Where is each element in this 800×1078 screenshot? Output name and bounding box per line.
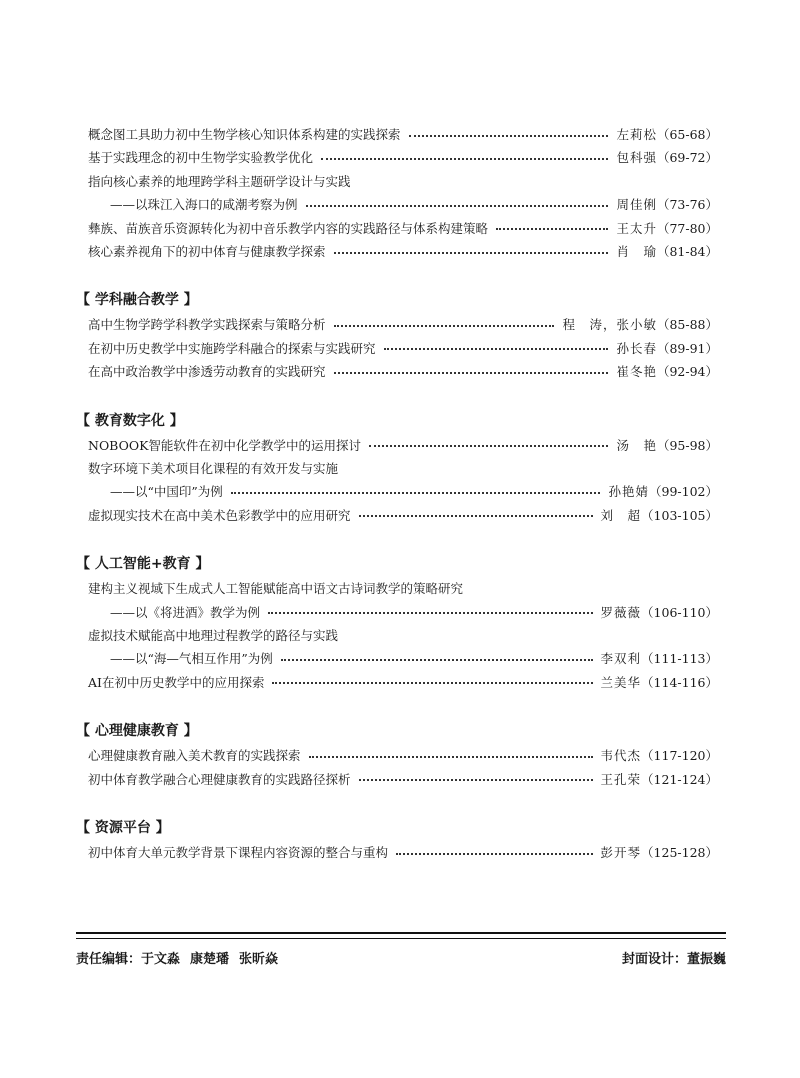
entry-pages: （65-68）	[656, 127, 718, 142]
toc-entry	[88, 241, 718, 261]
toc-entry-title	[88, 458, 718, 478]
entry-title: 初中体育大单元教学背景下课程内容资源的整合与重构	[88, 845, 389, 860]
toc-entry	[88, 842, 718, 862]
dot-leader	[281, 658, 593, 661]
entry-title: 建构主义视域下生成式人工智能赋能高中语文古诗词教学的策略研究	[88, 581, 464, 597]
entry-pages: （77-80）	[656, 220, 718, 236]
entry-pages: （125-128）	[641, 845, 718, 860]
toc-entry	[88, 147, 718, 167]
entry-pages: （81-84）	[656, 244, 718, 259]
entry-title: NOBOOK智能软件在初中化学教学中的运用探讨	[88, 437, 361, 453]
section-heading: 【 教育数字化 】	[76, 412, 184, 429]
dot-leader	[496, 227, 608, 230]
entry-author: 李双利	[600, 651, 642, 667]
cover-label: 封面设计：	[621, 952, 687, 967]
dot-leader	[231, 491, 601, 494]
entry-title: 高中生物学跨学科教学实践探索与策略分析	[88, 317, 326, 333]
entry-pages: （73-76）	[656, 197, 718, 213]
entry-author: 王孔荣	[600, 771, 642, 787]
toc-entry-title	[88, 171, 718, 191]
toc-entry	[88, 505, 718, 525]
dot-leader	[384, 347, 609, 350]
footer-rule-thick	[76, 932, 726, 934]
entry-pages: （106-110）	[641, 604, 718, 620]
toc-entry	[88, 769, 718, 789]
toc-entry	[88, 218, 718, 238]
entry-title: 彝族、苗族音乐资源转化为初中音乐教学内容的实践路径与体系构建策略	[88, 220, 489, 236]
section-heading: 【 人工智能+教育 】	[76, 556, 210, 573]
dot-leader	[359, 778, 593, 781]
entry-pages: （121-124）	[641, 771, 718, 787]
entry-author: 彭开琴	[600, 845, 642, 860]
section-heading: 【 心理健康教育 】	[76, 723, 198, 740]
entry-author: 兰美华	[600, 674, 642, 690]
footer-rule-thin	[76, 938, 726, 939]
entry-subtitle: ——以“海—气相互作用”为例	[110, 651, 273, 667]
entry-author: 刘 超	[600, 507, 642, 523]
toc-entry	[110, 648, 718, 668]
entry-pages: （92-94）	[656, 364, 718, 380]
entry-pages: （103-105）	[641, 507, 718, 523]
entry-author: 程 涛，张小敏	[562, 317, 657, 333]
section-heading: 【 资源平台 】	[76, 820, 170, 836]
toc-entry	[88, 124, 718, 144]
editor-name: 于文淼	[141, 952, 181, 967]
editor-name: 康楚璠	[190, 952, 230, 967]
entry-title: 在高中政治教学中渗透劳动教育的实践研究	[88, 364, 326, 380]
dot-leader	[359, 514, 593, 517]
dot-leader	[334, 251, 609, 254]
entry-author: 包科强	[616, 150, 657, 166]
entry-pages: （117-120）	[641, 748, 718, 764]
entry-pages: （85-88）	[656, 317, 718, 333]
editor-name: 张昕焱	[239, 952, 279, 967]
entry-title: 心理健康教育融入美术教育的实践探索	[88, 748, 301, 764]
entry-author: 王太升	[616, 220, 657, 236]
entry-title: 虚拟现实技术在高中美术色彩教学中的应用研究	[88, 507, 351, 523]
toc-entry-title	[88, 625, 718, 645]
responsible-editors	[76, 948, 278, 968]
toc-entry-title	[88, 578, 718, 598]
dot-leader	[334, 371, 609, 374]
dot-leader	[409, 134, 609, 137]
entry-title: 指向核心素养的地理跨学科主题研学设计与实践	[88, 173, 351, 189]
entry-title: 基于实践理念的初中生物学实验教学优化	[88, 150, 314, 166]
entry-author: 孙艳婧	[608, 484, 649, 500]
toc-entry	[88, 745, 718, 765]
entry-author: 崔冬艳	[616, 364, 657, 380]
entry-author: 韦代杰	[600, 748, 642, 764]
entry-title: 虚拟技术赋能高中地理过程教学的路径与实践	[88, 628, 339, 643]
toc-entry	[110, 194, 718, 214]
toc-entry	[110, 602, 718, 622]
entry-title: 概念图工具助力初中生物学核心知识体系构建的实践探索	[88, 127, 401, 142]
toc-entry	[88, 361, 718, 381]
entry-author: 罗薇薇	[600, 604, 642, 620]
entry-pages: （114-116）	[641, 674, 718, 690]
dot-leader	[272, 681, 592, 684]
entry-subtitle: ——以珠江入海口的咸潮考察为例	[110, 197, 298, 213]
entry-author: 汤 艳	[616, 437, 657, 453]
entry-pages: （95-98）	[656, 437, 718, 453]
dot-leader	[306, 204, 609, 207]
entry-title: 在初中历史教学中实施跨学科融合的探索与实践研究	[88, 340, 376, 356]
entry-title: 核心素养视角下的初中体育与健康教学探索	[88, 244, 326, 259]
toc-entry	[88, 435, 718, 455]
cover-design-credit	[622, 948, 726, 968]
cover-designer-name: 董振巍	[686, 952, 726, 967]
entry-title: AI在初中历史教学中的应用探索	[88, 674, 265, 690]
dot-leader	[268, 611, 593, 614]
section-heading: 【 学科融合教学 】	[76, 292, 198, 309]
entry-pages: （89-91）	[656, 340, 718, 356]
toc-entry	[88, 672, 718, 692]
entry-author: 周佳俐	[616, 197, 657, 213]
toc-entry	[88, 338, 718, 358]
entry-title: 数字环境下美术项目化课程的有效开发与实施	[88, 461, 339, 476]
dot-leader	[309, 755, 593, 758]
entry-pages: （69-72）	[656, 150, 718, 166]
entry-pages: （99-102）	[649, 484, 718, 500]
entry-pages: （111-113）	[641, 651, 718, 667]
entry-author: 左莉松	[616, 127, 657, 142]
entry-title: 初中体育教学融合心理健康教育的实践路径探析	[88, 771, 351, 787]
editors-label: 责任编辑：	[76, 952, 142, 967]
entry-subtitle: ——以《将进酒》教学为例	[110, 604, 261, 620]
entry-subtitle: ——以“中国印”为例	[110, 484, 223, 500]
entry-author: 孙长春	[616, 340, 657, 356]
dot-leader	[321, 157, 608, 160]
entry-author: 肖 瑜	[616, 244, 657, 259]
toc-entry	[110, 481, 718, 501]
dot-leader	[334, 324, 555, 327]
dot-leader	[369, 444, 608, 447]
dot-leader	[396, 852, 593, 855]
toc-entry	[88, 314, 718, 334]
